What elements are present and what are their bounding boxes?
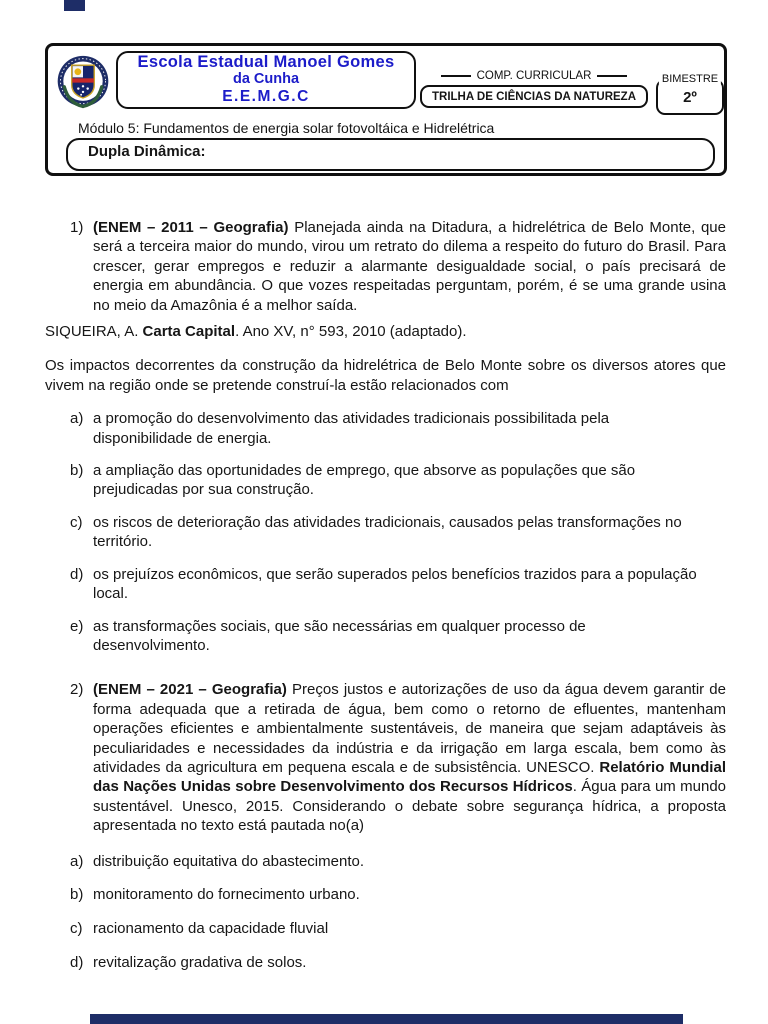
option — [45, 852, 726, 871]
option-text — [93, 513, 726, 552]
options-list — [45, 852, 726, 973]
worksheet-header — [45, 43, 727, 176]
bold-text: Carta Capital — [142, 323, 236, 341]
option-line: monitoramento do fornecimento urbano. — [93, 886, 360, 904]
question-intro — [45, 218, 726, 315]
option — [45, 885, 726, 904]
option-line: revitalização gradativa de solos. — [93, 954, 307, 972]
option-line: os riscos de deterioração das atividades tradicionais, causados pelas transformações no — [93, 513, 682, 531]
option-text — [93, 919, 726, 938]
question — [45, 680, 726, 972]
text: . Ano XV, n° 593, 2010 (adaptado). — [235, 323, 467, 341]
dash-line — [597, 75, 627, 77]
citation — [45, 322, 726, 341]
curricular-component — [420, 70, 648, 108]
comp-curricular-label-row — [420, 70, 648, 82]
option-line: local. — [93, 585, 129, 603]
option — [45, 409, 726, 448]
bold-text: (ENEM – 2011 – Geografia) — [93, 219, 295, 236]
option-line: desenvolvimento. — [93, 636, 210, 654]
option-letter: b) — [70, 462, 84, 480]
questions — [45, 218, 726, 987]
text: . Água para um mundo sustentável. Unesco, 2015. Considerando o debate sobre segurança hídrica, a proposta apresentada no texto está pautada no(a) — [93, 778, 727, 835]
adjacent-page-edge-top — [64, 0, 85, 11]
option-line: racionamento da capacidade fluvial — [93, 920, 329, 938]
option — [45, 565, 726, 604]
question-stem: Os impactos decorrentes da construção da hidrelétrica de Belo Monte sobre os diversos atores que vivem na região onde se pretende construí-la estão relacionados com — [45, 357, 726, 394]
comp-curricular-label: COMP. CURRICULAR — [476, 70, 592, 82]
option-letter: b) — [70, 886, 84, 904]
option-text — [93, 953, 726, 972]
option-line: as transformações sociais, que são necessárias em qualquer processo de — [93, 617, 586, 635]
adjacent-page-edge-bottom — [90, 1014, 683, 1024]
option-letter: a) — [70, 852, 84, 870]
options-list — [45, 409, 726, 655]
option-line: distribuição equitativa do abastecimento. — [93, 852, 364, 870]
question — [45, 218, 726, 655]
option-line: território. — [93, 533, 153, 551]
text: Planejada ainda na Ditadura, a hidrelétrica de Belo Monte, que será a terceira maior do mundo, virou um retrato do dilema a respeito do futuro do Brasil. Para crescer, gerar empregos e reduzir a alarmante desigualdade social, o país precisará de energia em abundância. O que vozes respeitadas perguntam, porém, é se uma grande usina no meio da Amazônia é a melhor saída. — [93, 219, 726, 314]
dupla-dinamica-label: Dupla Dinâmica: — [88, 143, 206, 160]
option-letter: c) — [70, 920, 83, 938]
option-line: prejudicadas por sua construção. — [93, 481, 314, 499]
option-line: os prejuízos econômicos, que serão superados pelos benefícios trazidos para a população — [93, 565, 697, 583]
option-line: a promoção do desenvolvimento das atividades tradicionais possibilitada pela — [93, 410, 610, 428]
option — [45, 953, 726, 972]
question-intro-text — [93, 681, 726, 834]
option-text — [93, 617, 726, 656]
option-line: disponibilidade de energia. — [93, 429, 272, 447]
text: SIQUEIRA, A. — [45, 323, 143, 341]
school-name-2: da Cunha — [232, 70, 300, 87]
bimestre-label: BIMESTRE — [659, 73, 721, 85]
school-name-box — [116, 51, 416, 109]
option-line: a ampliação das oportunidades de emprego, que absorve as populações que são — [93, 462, 636, 480]
option-letter: d) — [70, 565, 84, 583]
question-number: 2) — [70, 681, 84, 699]
school-crest-icon — [53, 53, 113, 113]
bold-text: Relatório Mundial das Nações Unidas sobre Desenvolvimento dos Recursos Hídricos — [93, 758, 726, 796]
option-text — [93, 565, 726, 604]
bimestre-box — [656, 73, 724, 115]
school-abbr: E.E.M.G.C — [222, 88, 310, 106]
question-number: 1) — [70, 219, 84, 236]
option-letter: a) — [70, 410, 84, 428]
option-text — [93, 885, 726, 904]
option-letter: c) — [70, 513, 83, 531]
option — [45, 461, 726, 500]
option-letter: e) — [70, 617, 84, 635]
dupla-dinamica-field[interactable] — [66, 138, 715, 171]
option-text — [93, 852, 726, 871]
module-title: Módulo 5: Fundamentos de energia solar fotovoltáica e Hidrelétrica — [78, 120, 495, 136]
bold-text: (ENEM – 2021 – Geografia) — [93, 681, 293, 699]
option-letter: d) — [70, 954, 84, 972]
question-intro-text — [93, 219, 726, 314]
option — [45, 617, 726, 656]
option — [45, 919, 726, 938]
option-text — [93, 461, 726, 500]
dash-line — [441, 75, 471, 77]
option-text — [93, 409, 726, 448]
question-intro — [45, 680, 726, 835]
bimestre-value: 2º — [683, 89, 697, 106]
trilha-box: TRILHA DE CIÊNCIAS DA NATUREZA — [420, 85, 648, 108]
school-name: Escola Estadual Manoel Gomes — [137, 52, 395, 71]
option — [45, 513, 726, 552]
text: Preços justos e autorizações de uso da água devem garantir de forma adequada que a retirada de água, bem como o retorno de efluentes, mantenham operações eficientes e ambientalmente sustentáveis, de maneira que sejam adaptáveis às peculiaridades e necessidades da indústria e da irrigação em larga escala, bem como às atividades da agricultura em pequena escala e de subsistência. UNESCO. — [93, 681, 726, 776]
